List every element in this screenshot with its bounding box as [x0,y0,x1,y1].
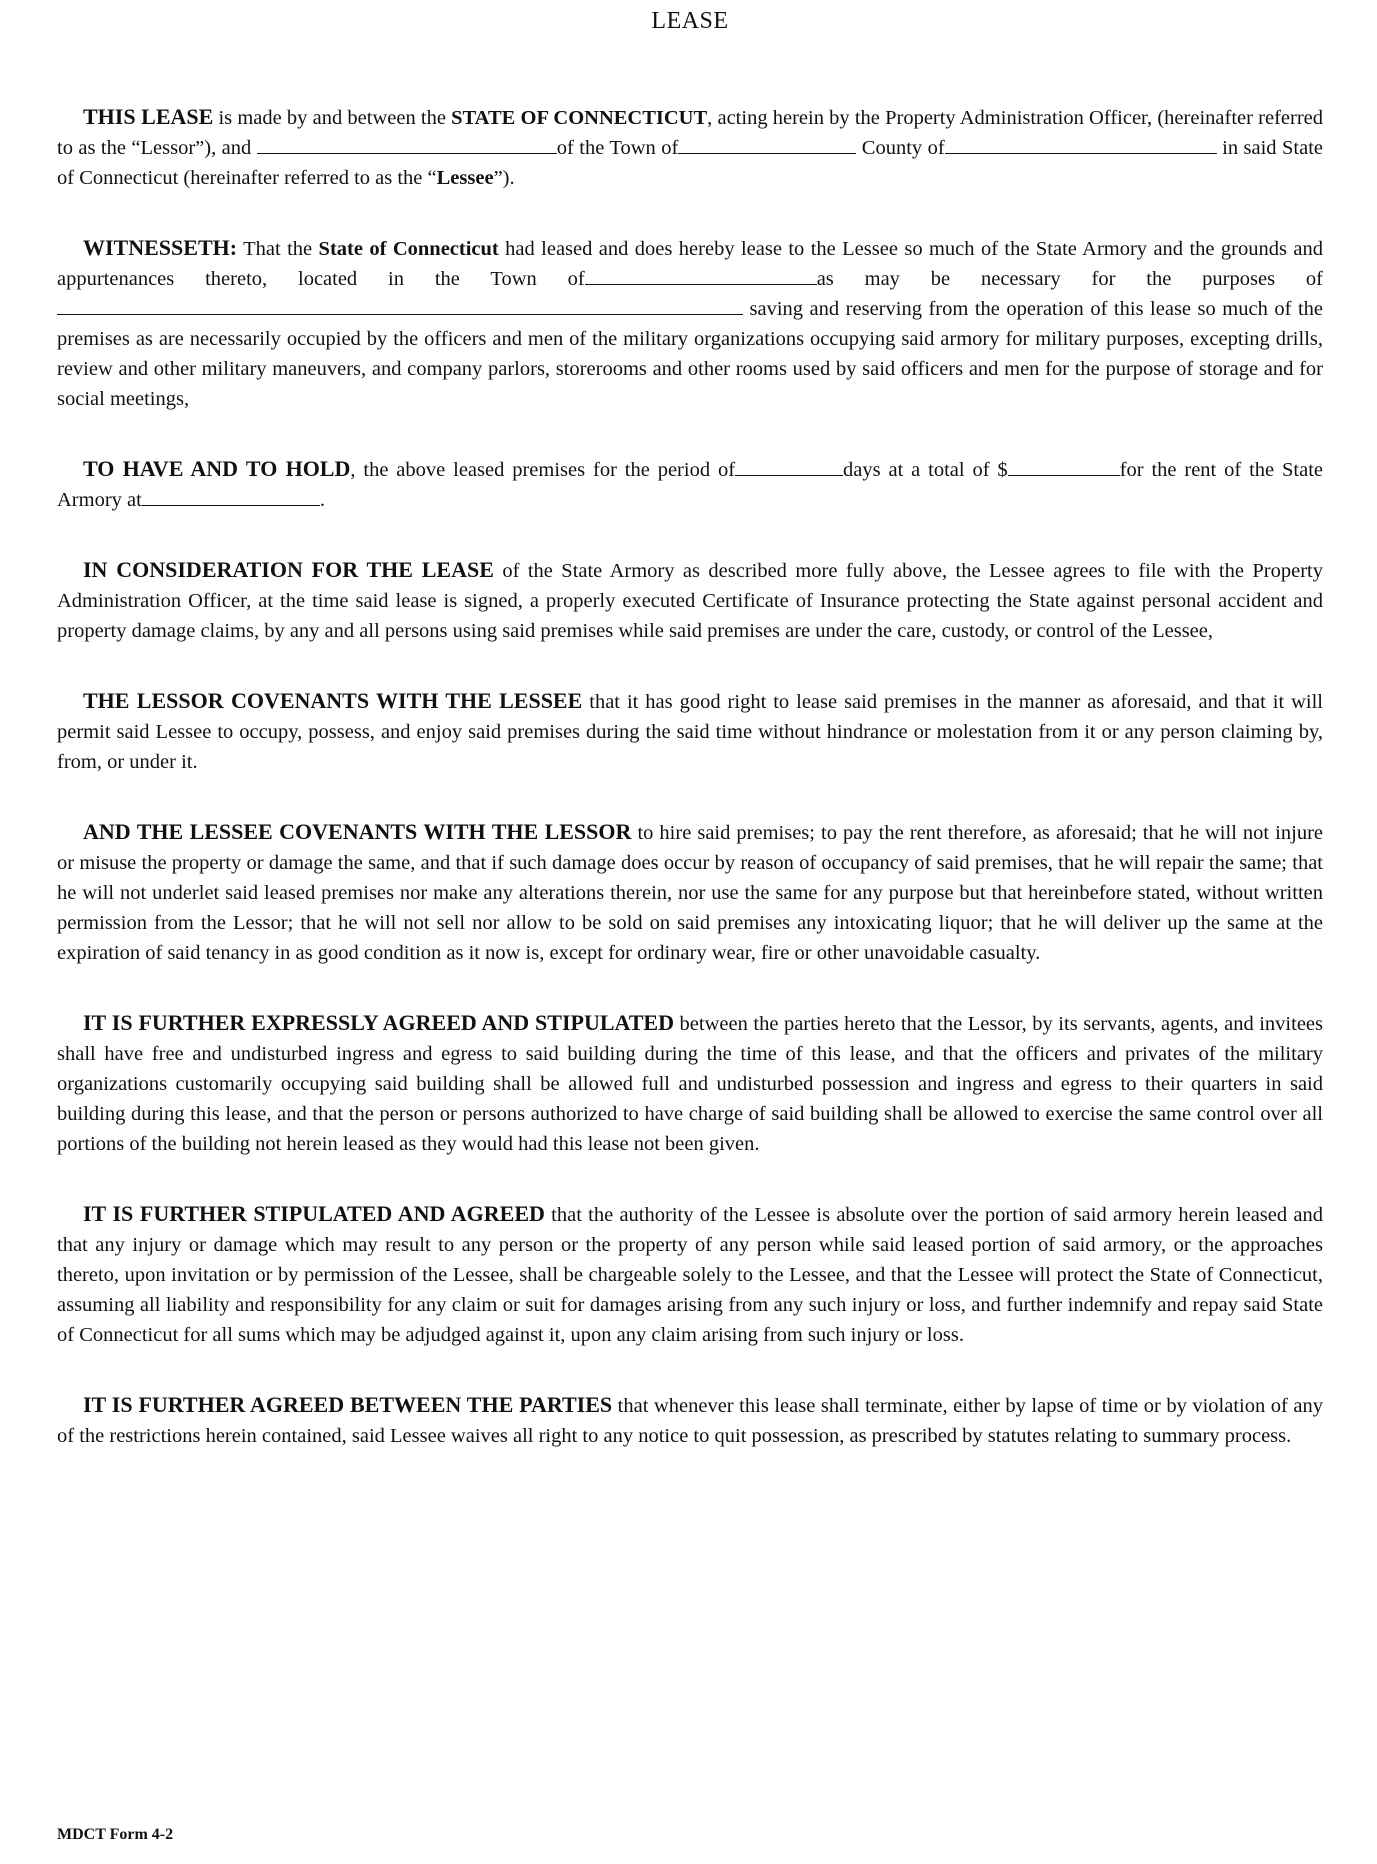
paragraph-stipulated-agreed: IT IS FURTHER STIPULATED AND AGREED that the authority of the Lessee is absolute over the portion of said armory herein leased and that any injury or damage which may result to any person or the property of any person while said leased portion of said armory, or the approaches thereto, upon invitation or by permission of the Lessee, shall be chargeable solely to the Lessee, and that the Lessee will protect the State of Connecticut, assuming all liability and responsibility for any claim or suit for damages arising from any such injury or loss, and further indemnify and repay said State of Connecticut for all sums which may be adjudged against it, upon any claim arising from such injury or loss. [57,1201,1323,1346]
paragraph-expressly-agreed: IT IS FURTHER EXPRESSLY AGREED AND STIPULATED between the parties hereto that the Lessor, by its servants, agents, and invitees shall have free and undisturbed ingress and egress to said building during the time of this lease, and that the officers and privates of the military organizations customarily occupying said building shall be allowed full and undisturbed possession and ingress and egress to their quarters in said building during this lease, and that the person or persons authorized to have charge of said building shall be allowed to exercise the same control over all portions of the building not herein leased as they would had this lease not been given. [57,1010,1323,1155]
purposes-blank[interactable] [57,294,743,315]
paragraph-lead: THE LESSOR COVENANTS WITH THE LESSEE [83,688,583,713]
total-amount-blank[interactable] [1008,455,1120,476]
paragraph-lessor-covenants: THE LESSOR COVENANTS WITH THE LESSEE that it has good right to lease said premises in the manner as aforesaid, and that it will permit said Lessee to occupy, possess, and enjoy said premises during the said time without hindrance or molestation from it or any person claiming by, from, or under it. [57,688,1323,773]
lessee-town-blank[interactable] [678,133,856,154]
paragraph-lead: AND THE LESSEE COVENANTS WITH THE LESSOR [83,819,632,844]
lessee-name-blank[interactable] [257,133,557,154]
form-number: MDCT Form 4-2 [57,1826,174,1843]
paragraph-agreed-between-parties: IT IS FURTHER AGREED BETWEEN THE PARTIES that whenever this lease shall terminate, either by lapse of time or by violation of any of the restrictions herein contained, said Lessee waives all right to any notice to quit possession, as prescribed by statutes relating to summary process. [57,1392,1324,1447]
paragraph-lead: WITNESSETH: [83,235,238,260]
paragraph-lead: IN CONSIDERATION FOR THE LEASE [83,557,494,582]
lessee-county-blank[interactable] [945,133,1217,154]
armory-town-blank[interactable] [585,264,817,285]
paragraph-lessee-covenants: AND THE LESSEE COVENANTS WITH THE LESSOR to hire said premises; to pay the rent therefore, as aforesaid; that he will not injure or misuse the property or damage the same, and that if such damage does occur by reason of occupancy of said premises, that he will repair the same; that he will not underlet said leased premises nor make any alterations therein, nor use the same for any purpose but that hereinbefore stated, without written permission from the Lessor; that he will not sell nor allow to be sold on said premises any intoxicating liquor; that he will deliver up the same at the expiration of said tenancy in as good condition as it now is, except for ordinary wear, fire or other unavoidable casualty. [57,819,1323,964]
paragraph-lead: IT IS FURTHER STIPULATED AND AGREED [83,1201,545,1226]
paragraph-lead: IT IS FURTHER EXPRESSLY AGREED AND STIPULATED [83,1010,674,1035]
paragraph-to-have-and-to-hold: TO HAVE AND TO HOLD, the above leased premises for the period of days at a total of $ for the rent of the State Armory at . [57,456,1324,511]
armory-location-blank[interactable] [142,485,320,506]
paragraph-witnesseth: WITNESSETH: That the State of Connecticut had leased and does hereby lease to the Lessee so much of the State Armory and the grounds and appurtenances thereto, located in the Town of as may be necessary for the purposes of saving and reserving from the operation of this lease so much of the premises as are necessarily occupied by the officers and men of the military organizations occupying said armory for military purposes, excepting drills, review and other military maneuvers, and company parlors, storerooms and other rooms used by said officers and men for the purpose of storage and for social meetings, [57,235,1323,410]
paragraph-parties: THIS LEASE is made by and between the STATE OF CONNECTICUT, acting herein by the Property Administration Officer, (hereinafter referred to as the “Lessor”), and of the Town of County of in said State of Connecticut (hereinafter referred to as the “Lessee”). [57,104,1324,189]
paragraph-lead: THIS LEASE [83,104,214,129]
period-days-blank[interactable] [735,455,843,476]
paragraph-lead: IT IS FURTHER AGREED BETWEEN THE PARTIES [83,1392,613,1417]
document-title: LEASE [651,8,729,34]
paragraph-consideration: IN CONSIDERATION FOR THE LEASE of the State Armory as described more fully above, the Lessee agrees to file with the Property Administration Officer, at the time said lease is signed, a properly executed Certificate of Insurance protecting the State against personal accident and property damage claims, by any and all persons using said premises while said premises are under the care, custody, or control of the Lessee, [57,557,1323,642]
paragraph-lead: TO HAVE AND TO HOLD [83,456,351,481]
